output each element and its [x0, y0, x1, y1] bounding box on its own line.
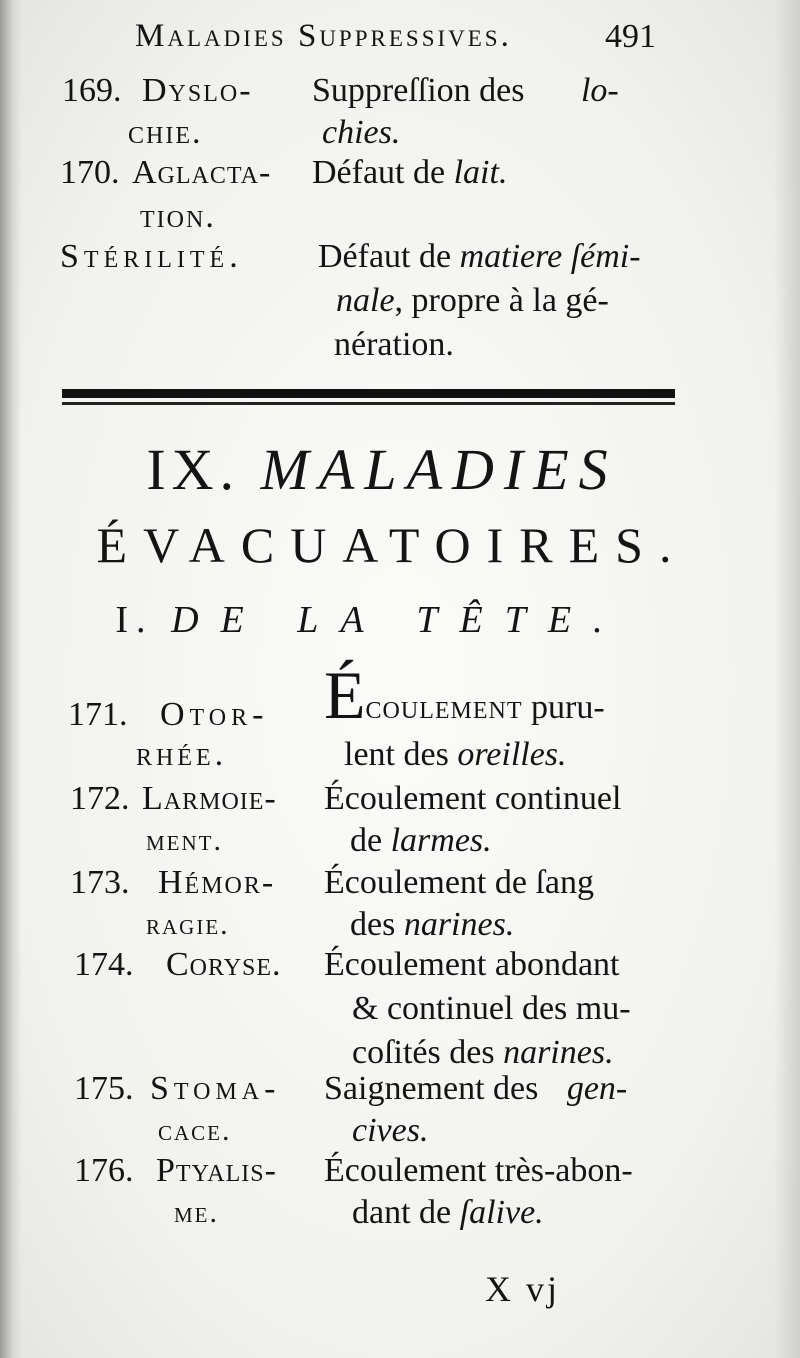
- definition-text: de: [350, 822, 383, 859]
- section-heading-line1: [0, 436, 782, 503]
- section-heading-italic: MALADIES: [260, 437, 618, 502]
- definition-text: coulement: [365, 689, 523, 726]
- page-edge-shadow: [774, 0, 800, 1358]
- entry-number: 173.: [70, 864, 130, 901]
- definition-text: coſités des: [352, 1034, 495, 1071]
- definition-text: dant de: [352, 1194, 452, 1231]
- entry-definition-line2: [344, 734, 567, 776]
- entry-term: Stérilité.: [60, 238, 243, 275]
- definition-text: Saignement des: [324, 1070, 539, 1107]
- entry-term: Otor-: [160, 696, 269, 733]
- entry-definition: Écoulement très-abon-: [324, 1152, 633, 1189]
- section-heading-line2: ÉVACUATOIRES.: [96, 517, 688, 573]
- entry-term: Hémor-: [158, 864, 276, 901]
- definition-italic: matiere ſémi-: [459, 238, 641, 275]
- definition-italic-continued: cives.: [352, 1112, 429, 1149]
- definition-italic: narines.: [403, 906, 515, 943]
- entry-term-continued: tion.: [140, 198, 216, 235]
- entry-term: Aglacta-: [132, 154, 272, 191]
- definition-text: Défaut de: [312, 154, 446, 191]
- running-title: Maladies Suppressives.: [135, 18, 512, 54]
- entry-number: 171.: [68, 696, 128, 733]
- entry-definition: [312, 152, 507, 194]
- entry-definition-line2: [350, 820, 492, 862]
- entry-number: 174.: [74, 946, 134, 983]
- entry-term-continued: ment.: [146, 824, 223, 857]
- entry-number: 172.: [70, 780, 130, 817]
- entry-term: Ptyalis-: [156, 1152, 277, 1189]
- entry-definition-line2: [352, 1192, 544, 1234]
- definition-text: puru-: [531, 689, 605, 726]
- subsection-numeral: I.: [115, 599, 154, 641]
- entry-number: 169.: [62, 72, 122, 109]
- definition-text: , propre à la gé-: [394, 282, 609, 319]
- definition-text: des: [350, 906, 396, 943]
- entry-number: 175.: [74, 1070, 134, 1107]
- page-number: 491: [605, 18, 656, 55]
- entry-term: Coryse.: [166, 946, 282, 983]
- definition-italic-continued: chies.: [322, 114, 401, 151]
- entry-definition-line2: [336, 280, 609, 322]
- entry-term-continued: rhée.: [136, 736, 228, 773]
- definition-italic: lo-: [580, 72, 619, 109]
- definition-text: Suppreſſion des: [312, 72, 525, 109]
- entry-term-continued: cace.: [158, 1114, 232, 1147]
- entry-term: Stoma-: [150, 1070, 281, 1107]
- definition-italic: narines.: [503, 1034, 614, 1071]
- entry-definition: [312, 70, 619, 112]
- definition-italic: larmes.: [390, 822, 492, 859]
- entry-definition: Écoulement de ſang: [324, 864, 595, 901]
- entry-definition: [318, 236, 641, 278]
- entry-term-continued: me.: [174, 1196, 219, 1229]
- entry-definition-line2: [350, 904, 514, 946]
- page-header: [0, 14, 800, 64]
- entry-term-continued: chie.: [128, 114, 203, 151]
- definition-italic: ſalive.: [459, 1194, 544, 1231]
- entry-number: 176.: [74, 1152, 134, 1189]
- entry-definition: [324, 657, 605, 733]
- drop-initial: É: [324, 657, 366, 733]
- definition-italic: gen-: [566, 1070, 628, 1107]
- definition-text: lent des: [344, 736, 449, 773]
- signature-mark: X vj: [485, 1269, 560, 1309]
- definition-italic: oreilles.: [457, 736, 567, 773]
- entry-definition: [324, 1068, 627, 1110]
- entry-term-continued: ragie.: [146, 908, 230, 941]
- entry-definition: Écoulement continuel: [324, 780, 622, 817]
- entry-number: 170.: [60, 154, 120, 191]
- entry-term: Dyslo-: [142, 72, 253, 109]
- entry-term: Larmoie-: [142, 780, 277, 817]
- definition-text: Défaut de: [318, 238, 452, 275]
- definition-italic: lait.: [453, 154, 508, 191]
- divider-thin-rule: [62, 402, 675, 405]
- section-numeral: IX.: [146, 437, 241, 502]
- entry-definition-line2: & continuel des mu-: [352, 990, 631, 1027]
- definition-italic: nale: [336, 282, 395, 319]
- entry-definition: Écoulement abondant: [324, 946, 620, 983]
- subsection-heading: [0, 598, 770, 642]
- section-divider: [62, 384, 675, 412]
- entry-definition-line3: nération.: [334, 326, 454, 363]
- divider-thick-rule: [62, 389, 675, 398]
- binding-shadow: [0, 0, 22, 1358]
- subsection-heading-italic: DE LA TÊTE.: [171, 599, 625, 641]
